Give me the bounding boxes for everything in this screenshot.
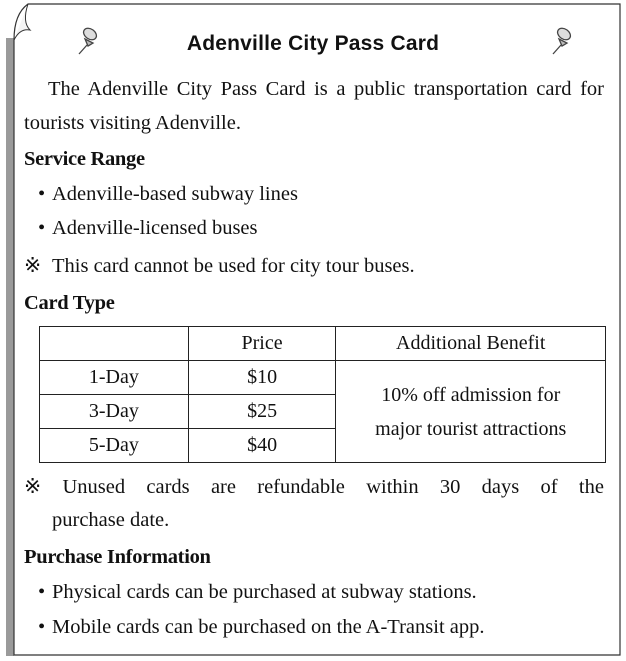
bullet-icon: • xyxy=(38,616,46,638)
purchase-info-heading: Purchase Information xyxy=(24,546,211,568)
table-row xyxy=(40,361,606,395)
title-row xyxy=(10,26,616,66)
benefit-cell: 10% off admission for major tourist attractions xyxy=(336,361,606,463)
column-header: Additional Benefit xyxy=(336,327,606,361)
service-note: ※ This card cannot be used for city tour buses. xyxy=(24,255,415,277)
bullet-icon: • xyxy=(38,581,46,603)
column-header: Price xyxy=(188,327,336,361)
card-type-cell: 3-Day xyxy=(40,395,189,429)
price-cell: $40 xyxy=(188,429,336,463)
pushpin-icon xyxy=(548,26,574,56)
list-item: • Adenville-based subway lines xyxy=(38,183,298,205)
list-item: • Physical cards can be purchased at subway stations. xyxy=(38,581,477,603)
card-type-cell: 1-Day xyxy=(40,361,189,395)
list-item: • Adenville-licensed buses xyxy=(38,217,258,239)
page-title: Adenville City Pass Card xyxy=(186,32,440,55)
card-type-cell: 5-Day xyxy=(40,429,189,463)
refund-note: ※ Unused cards are refundable within 30 days of the purchase date. xyxy=(24,471,604,537)
intro-paragraph: The Adenville City Pass Card is a public transportation card for tourists visiting Adenville. xyxy=(24,78,604,134)
list-item: • Mobile cards can be purchased on the A-Transit app. xyxy=(38,616,485,638)
column-header xyxy=(40,327,189,361)
card-type-heading: Card Type xyxy=(24,292,115,314)
price-cell: $25 xyxy=(188,395,336,429)
bullet-icon: • xyxy=(38,217,46,239)
card-type-table xyxy=(39,326,606,463)
service-range-heading: Service Range xyxy=(24,148,145,170)
price-cell: $10 xyxy=(188,361,336,395)
reference-mark-icon: ※ xyxy=(24,255,42,277)
table-header-row xyxy=(40,327,606,361)
bullet-icon: • xyxy=(38,183,46,205)
reference-mark-icon: ※ xyxy=(24,476,42,498)
